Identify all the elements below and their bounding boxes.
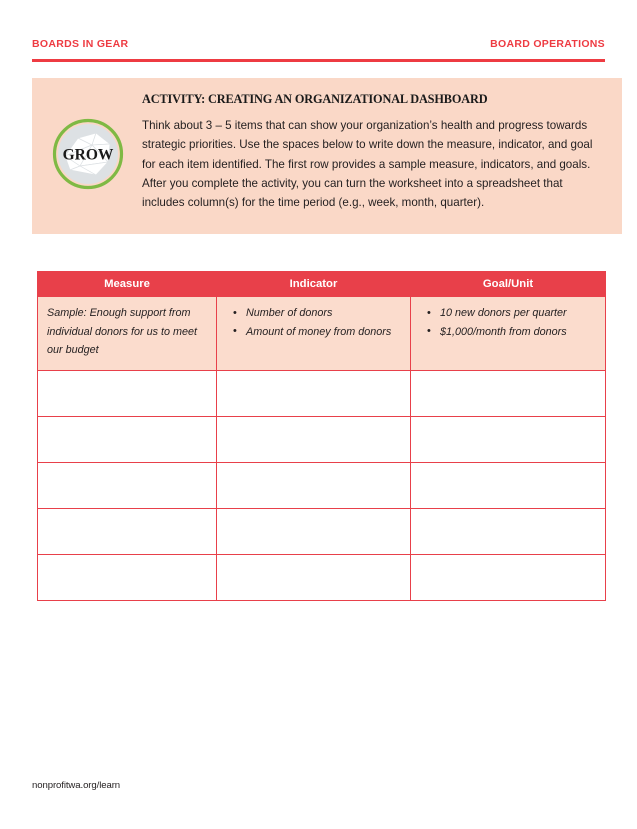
table-row bbox=[38, 370, 606, 416]
indicator-input-cell[interactable] bbox=[217, 554, 411, 600]
indicator-input-cell[interactable] bbox=[217, 370, 411, 416]
indicator-input-cell[interactable] bbox=[217, 462, 411, 508]
table-row-sample bbox=[38, 297, 606, 371]
column-header-measure: Measure bbox=[38, 272, 217, 297]
sample-goal-list bbox=[420, 304, 596, 341]
sample-measure-cell bbox=[38, 297, 217, 371]
table-body bbox=[38, 297, 606, 601]
activity-content bbox=[142, 92, 604, 212]
activity-callout bbox=[32, 78, 622, 234]
measure-input-cell[interactable] bbox=[38, 370, 217, 416]
grow-badge-icon bbox=[52, 118, 124, 190]
dashboard-worksheet-table bbox=[37, 271, 606, 601]
sample-measure-text: Sample: Enough support from individual donors for us to meet our budget bbox=[47, 307, 198, 356]
indicator-input-cell[interactable] bbox=[217, 416, 411, 462]
goal-input-cell[interactable] bbox=[411, 462, 606, 508]
indicator-input-cell[interactable] bbox=[217, 508, 411, 554]
goal-input-cell[interactable] bbox=[411, 554, 606, 600]
running-head bbox=[32, 38, 605, 50]
measure-input-cell[interactable] bbox=[38, 508, 217, 554]
list-item: • Number of donors bbox=[246, 304, 401, 323]
table-header-row bbox=[38, 272, 606, 297]
running-head-left: BOARDS IN GEAR bbox=[32, 38, 129, 50]
sample-indicator-cell bbox=[217, 297, 411, 371]
goal-input-cell[interactable] bbox=[411, 416, 606, 462]
measure-input-cell[interactable] bbox=[38, 462, 217, 508]
goal-input-cell[interactable] bbox=[411, 508, 606, 554]
table-row bbox=[38, 462, 606, 508]
grow-badge-label: GROW bbox=[62, 146, 114, 164]
measure-input-cell[interactable] bbox=[38, 416, 217, 462]
running-head-right: BOARD OPERATIONS bbox=[490, 38, 605, 50]
activity-description: Think about 3 – 5 items that can show your organization’s health and progress towards strategic priorities. Use the spaces below to write down the measure, indicator, and goal for each item identified. The first row provides a sample measure, indicators, and goals. After you complete the activity, you can turn the worksheet into a spreadsheet that includes column(s) for the time period (e.g., week, month, quarter). bbox=[142, 119, 593, 210]
list-item: • 10 new donors per quarter bbox=[440, 304, 596, 323]
activity-title: ACTIVITY: CREATING AN ORGANIZATIONAL DASHBOARD bbox=[142, 92, 488, 106]
list-item: • Amount of money from donors bbox=[246, 323, 401, 342]
column-header-goal: Goal/Unit bbox=[411, 272, 606, 297]
running-head-rule bbox=[32, 59, 605, 62]
table-row bbox=[38, 554, 606, 600]
table-row bbox=[38, 416, 606, 462]
sample-goal-cell bbox=[411, 297, 606, 371]
sample-indicator-list bbox=[226, 304, 401, 341]
goal-input-cell[interactable] bbox=[411, 370, 606, 416]
footer-url[interactable]: nonprofitwa.org/learn bbox=[32, 780, 121, 791]
list-item: • $1,000/month from donors bbox=[440, 323, 596, 342]
column-header-indicator: Indicator bbox=[217, 272, 411, 297]
table-row bbox=[38, 508, 606, 554]
measure-input-cell[interactable] bbox=[38, 554, 217, 600]
